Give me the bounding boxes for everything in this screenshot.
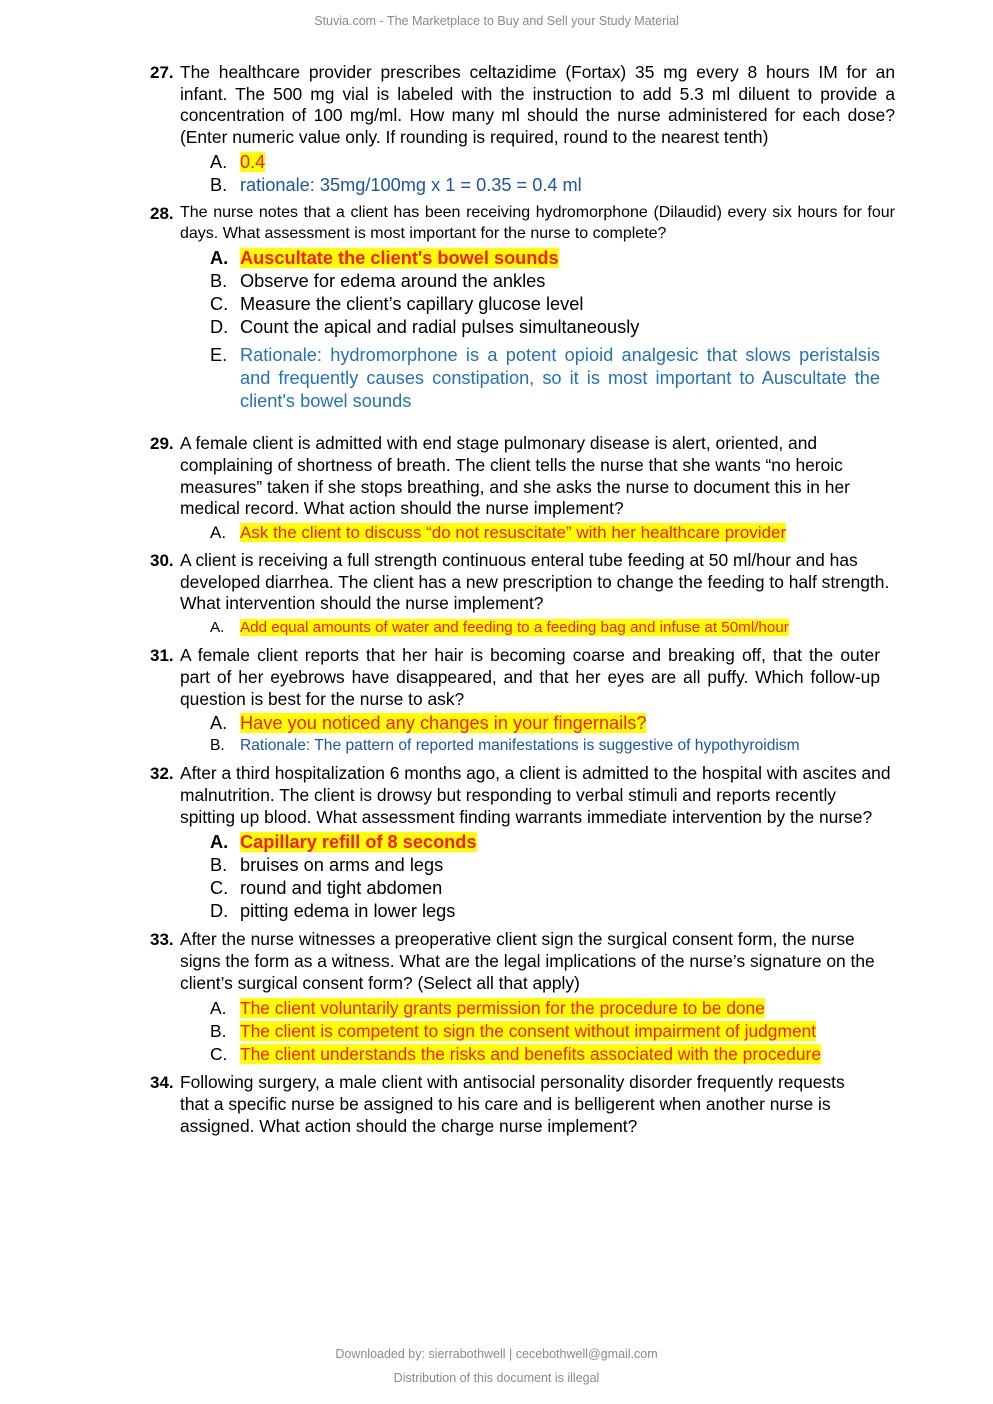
option-letter: A. xyxy=(210,151,228,172)
question-31 xyxy=(150,645,895,757)
option-letter: D. xyxy=(210,901,229,922)
option-text: Measure the client’s capillary glucose level xyxy=(240,294,584,315)
question-29 xyxy=(150,433,895,544)
option-text: Observe for edema around the ankles xyxy=(240,271,546,292)
option-a xyxy=(180,831,895,854)
page-header: Stuvia.com - The Marketplace to Buy and Sell your Study Material xyxy=(314,14,679,28)
rationale-text: Rationale: The pattern of reported manifestations is suggestive of hypothyroidism xyxy=(240,737,800,755)
downloaded-by-footer: Downloaded by: sierrabothwell | cecebothwell@gmail.com xyxy=(335,1347,658,1361)
option-letter: B. xyxy=(210,271,228,292)
option-letter: A. xyxy=(210,831,229,852)
option-a xyxy=(180,151,895,174)
question-text: After the nurse witnesses a preoperative client sign the surgical consent form, the nurse signs the form as a witness. What are the legal implications of the nurse’s signature on the client’s surgical consent form? (Select all that apply) xyxy=(180,929,875,993)
option-b xyxy=(180,174,895,197)
distribution-notice: Distribution of this document is illegal xyxy=(393,1371,600,1385)
option-c xyxy=(180,293,895,316)
question-number: 29. xyxy=(150,434,174,454)
question-text: After a third hospitalization 6 months ago, a client is admitted to the hospital with ascites and malnutrition. The client is drowsy but responding to verbal stimuli and reports recently spitting up blood. What assessment finding warrants immediate intervention by the nurse? xyxy=(180,763,891,827)
answer-text: Capillary refill of 8 seconds xyxy=(240,831,477,852)
option-a xyxy=(180,247,895,270)
question-number: 27. xyxy=(150,63,174,82)
question-32 xyxy=(150,763,895,923)
question-28 xyxy=(150,203,895,413)
option-letter: B. xyxy=(210,1020,227,1041)
rationale-text: Rationale: hydromorphone is a potent opioid analgesic that slows peristalsis and frequently causes constipation, so it is most important to Auscultate the client's bowel sounds xyxy=(240,344,880,412)
option-letter: A. xyxy=(210,523,227,543)
option-letter: A. xyxy=(210,619,225,637)
option-text: bruises on arms and legs xyxy=(240,854,444,875)
option-letter: B. xyxy=(210,737,225,755)
rationale-text: rationale: 35mg/100mg x 1 = 0.35 = 0.4 ml xyxy=(240,175,582,196)
answer-text: Have you noticed any changes in your fingernails? xyxy=(240,713,647,734)
question-34 xyxy=(150,1072,895,1137)
option-a xyxy=(180,997,895,1020)
answer-text: 0.4 xyxy=(240,151,266,172)
option-b xyxy=(180,1020,895,1043)
question-number: 32. xyxy=(150,764,174,784)
option-letter: A. xyxy=(210,247,229,268)
option-letter: A. xyxy=(210,997,227,1018)
answer-text: Auscultate the client's bowel sounds xyxy=(240,247,559,268)
option-b xyxy=(180,735,895,757)
question-number: 34. xyxy=(150,1073,174,1093)
question-number: 31. xyxy=(150,646,174,666)
option-text: round and tight abdomen xyxy=(240,877,443,898)
question-text: A female client is admitted with end stage pulmonary disease is alert, oriented, and complaining of shortness of breath. The client tells the nurse that she wants “no heroic measures” taken if she stops breathing, and she asks the nurse to document this in her medical record. What action should the nurse implement? xyxy=(180,433,850,519)
answer-text: Ask the client to discuss “do not resuscitate” with her healthcare provider xyxy=(240,523,787,543)
question-27 xyxy=(150,62,895,197)
question-number: 30. xyxy=(150,551,174,571)
option-a xyxy=(180,522,895,544)
option-b xyxy=(180,270,895,293)
option-d xyxy=(180,316,895,339)
answer-text: The client understands the risks and benefits associated with the procedure xyxy=(240,1043,821,1064)
option-letter: E. xyxy=(210,344,228,365)
option-d xyxy=(180,900,895,923)
option-letter: C. xyxy=(210,877,229,898)
option-letter: A. xyxy=(210,713,228,734)
question-text: Following surgery, a male client with antisocial personality disorder frequently requests that a specific nurse be assigned to his care and is belligerent when another nurse is assigned. What action should the charge nurse implement? xyxy=(180,1072,845,1136)
option-letter: B. xyxy=(210,175,228,196)
option-letter: C. xyxy=(210,1043,228,1064)
option-text: Count the apical and radial pulses simultaneously xyxy=(240,317,640,338)
option-letter: D. xyxy=(210,317,229,338)
question-text: The healthcare provider prescribes celtazidime (Fortax) 35 mg every 8 hours IM for an infant. The 500 mg vial is labeled with the instruction to add 5.3 ml diluent to provide a concentration of 100 mg/ml. How many ml should the nurse administered for each dose? (Enter numeric value only. If rounding is required, round to the nearest tenth) xyxy=(180,62,895,148)
question-33 xyxy=(150,929,895,1066)
option-c xyxy=(180,1043,895,1066)
question-text: A female client reports that her hair is becoming coarse and breaking off, that the outer part of her eyebrows have disappeared, and that her eyes are all puffy. Which follow-up question is best for the nurse to ask? xyxy=(180,645,880,709)
option-e xyxy=(180,344,895,414)
option-a xyxy=(180,617,895,639)
question-list xyxy=(150,62,895,1143)
answer-text: The client is competent to sign the consent without impairment of judgment xyxy=(240,1020,817,1041)
question-30 xyxy=(150,550,895,639)
option-text: pitting edema in lower legs xyxy=(240,901,456,922)
question-text: The nurse notes that a client has been receiving hydromorphone (Dilaudid) every six hours for four days. What assessment is most important for the nurse to complete? xyxy=(180,204,895,243)
option-letter: B. xyxy=(210,854,228,875)
answer-text: The client voluntarily grants permission for the procedure to be done xyxy=(240,997,765,1018)
answer-text: Add equal amounts of water and feeding to a feeding bag and infuse at 50ml/hour xyxy=(240,619,789,637)
option-letter: C. xyxy=(210,294,229,315)
option-b xyxy=(180,854,895,877)
question-number: 28. xyxy=(150,204,174,224)
option-a xyxy=(180,712,895,735)
option-c xyxy=(180,877,895,900)
question-number: 33. xyxy=(150,930,174,950)
question-text: A client is receiving a full strength continuous enteral tube feeding at 50 ml/hour and has developed diarrhea. The client has a new prescription to change the feeding to half strength. What intervention should the nurse implement? xyxy=(180,550,890,614)
